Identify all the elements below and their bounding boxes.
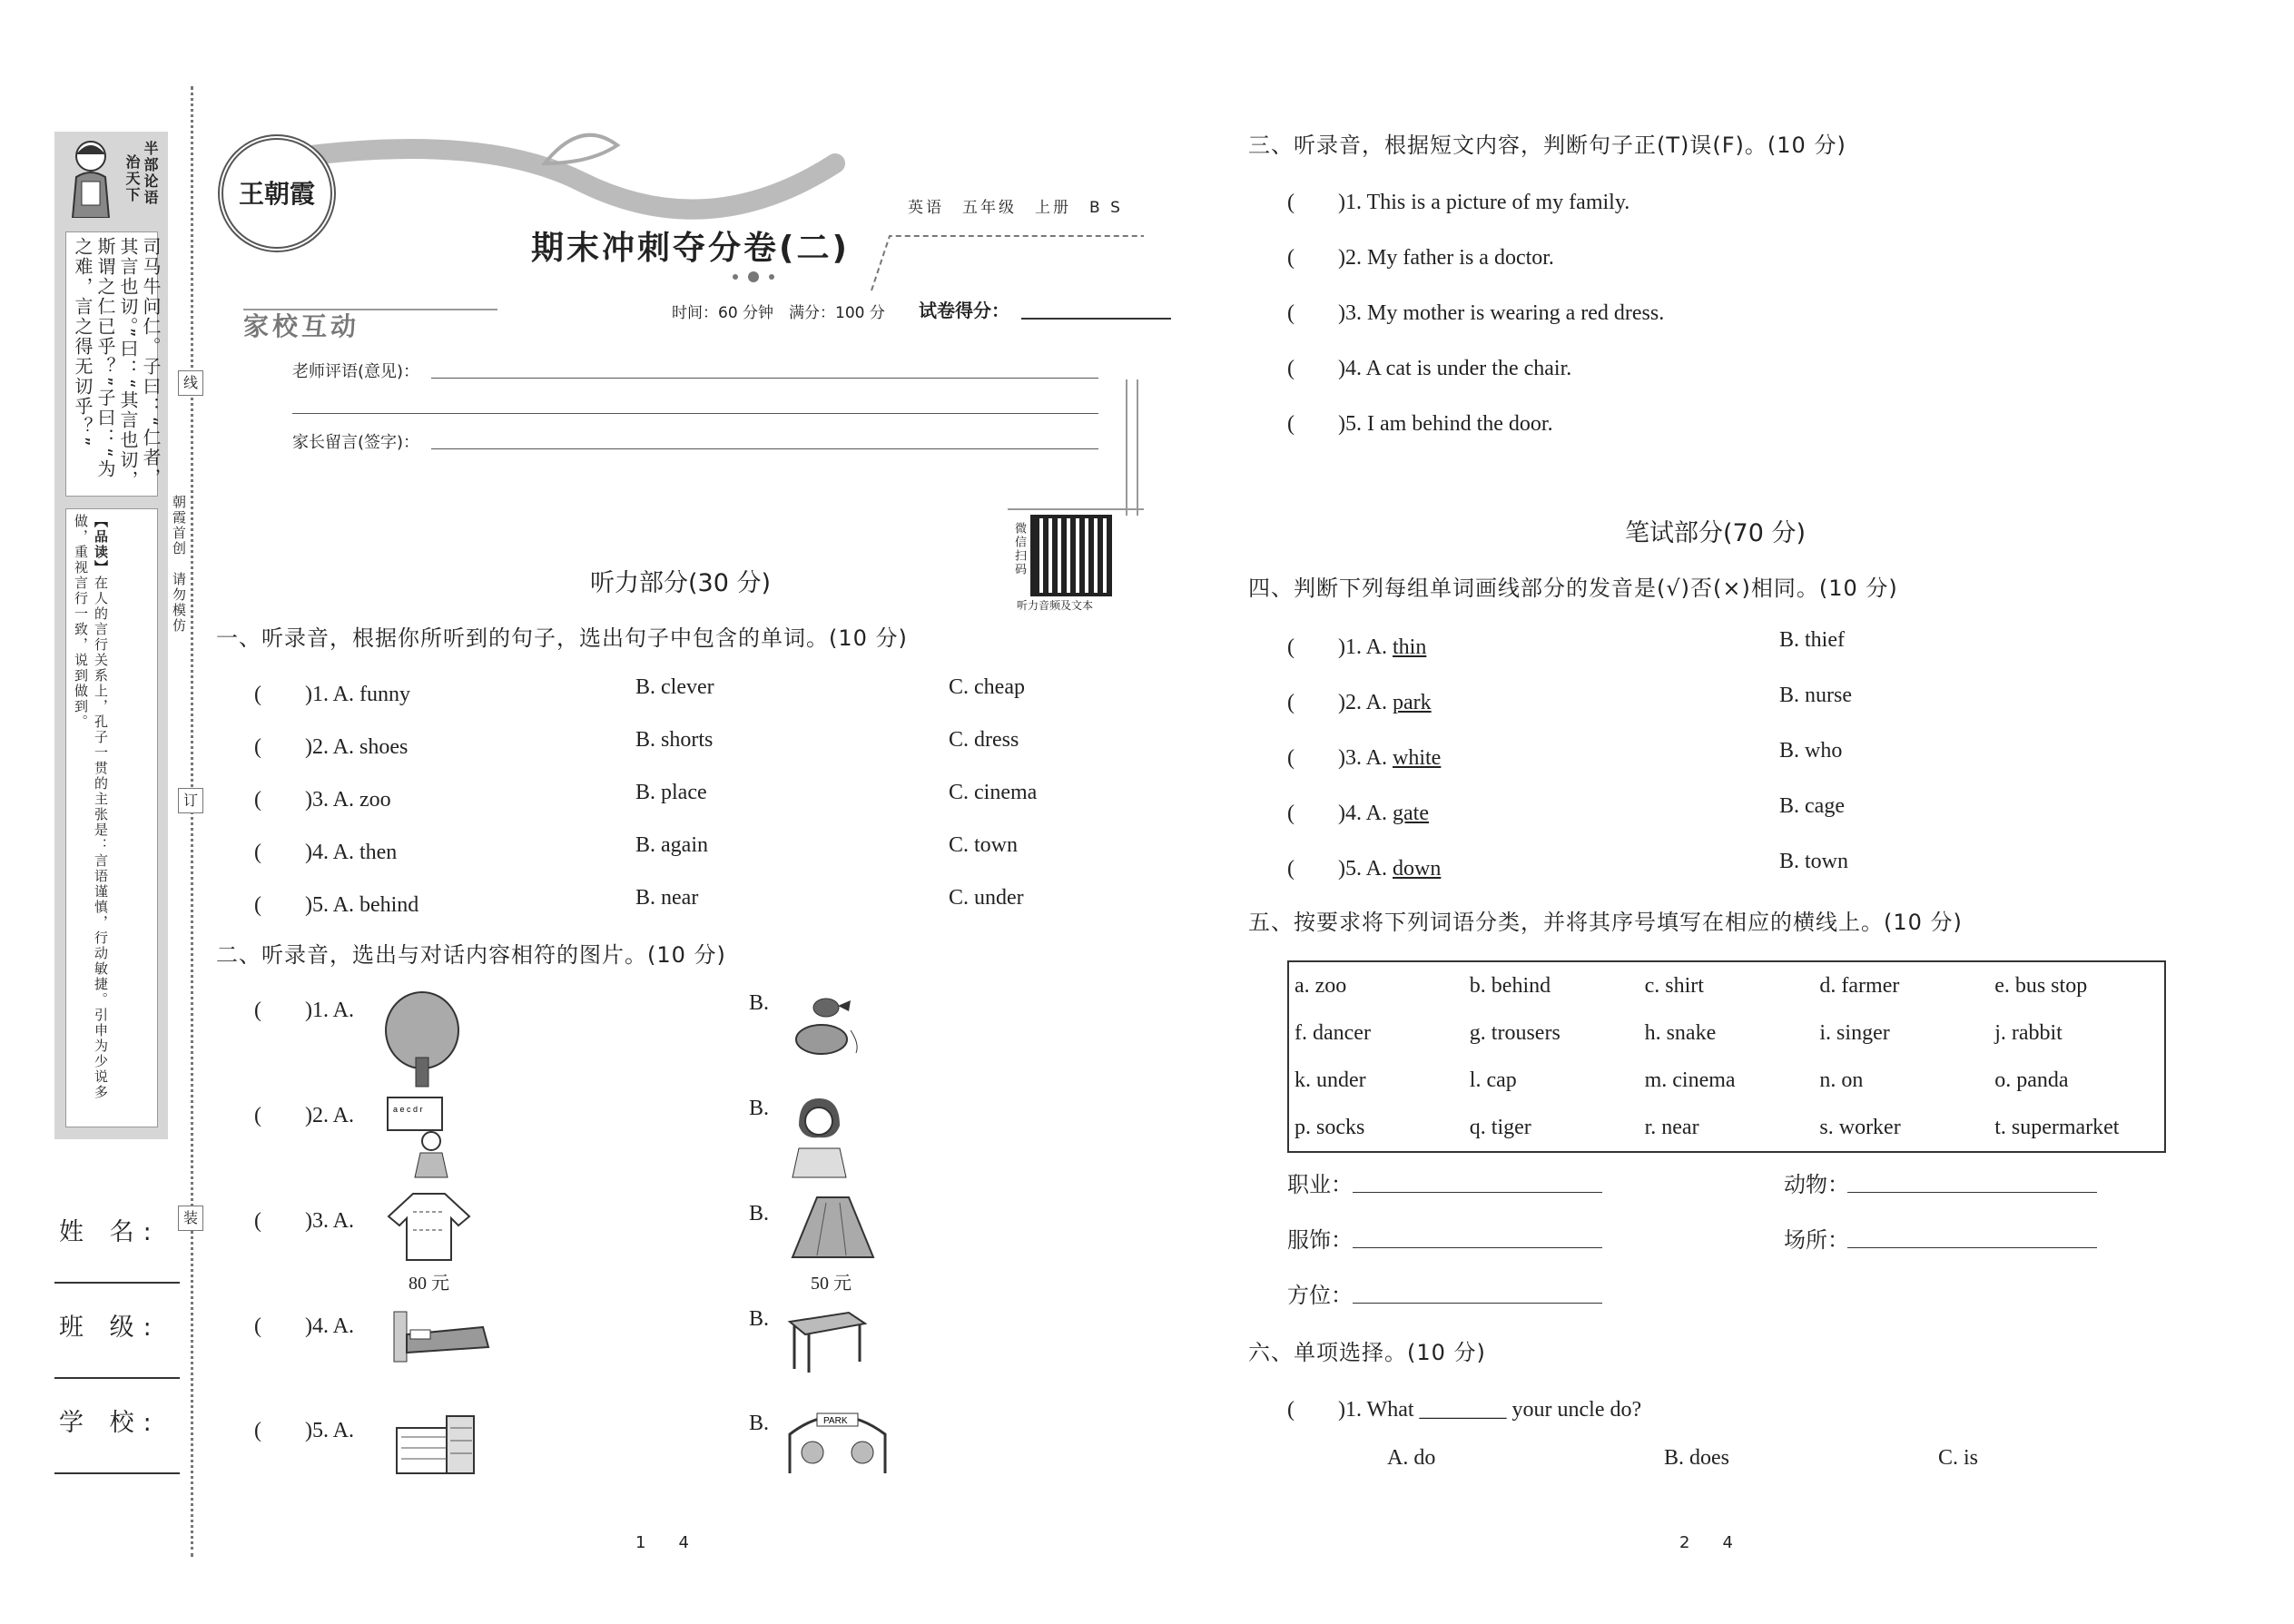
table-image xyxy=(785,1305,867,1377)
s2-q5-b: B. xyxy=(749,1412,770,1435)
page-number-right: 2 4 xyxy=(1679,1533,1733,1552)
table-cell: f. dancer xyxy=(1295,1020,1371,1045)
animal-label: 动物： xyxy=(1784,1172,1849,1197)
s2-q3: ( )3. A. xyxy=(254,1209,354,1233)
s1-q5-b: B. near xyxy=(635,886,699,910)
s3-q1: ( )1. This is a picture of my family. xyxy=(1287,191,1630,214)
word-classification-table xyxy=(1287,960,2166,1153)
subject-tags: 英语 五年级 上册 B S xyxy=(908,199,1123,217)
s1-q3: ( )3. A. zoo xyxy=(254,788,391,812)
margin-figure xyxy=(64,136,118,218)
s2-q4: ( )4. A. xyxy=(254,1314,354,1338)
occupation-field[interactable] xyxy=(1353,1192,1602,1193)
table-cell: r. near xyxy=(1644,1115,1699,1139)
park-gate-image xyxy=(785,1403,890,1479)
s6-q1-option-c: C. is xyxy=(1938,1446,1979,1470)
qr-code[interactable] xyxy=(1030,515,1112,596)
qr-side-text: 微信扫码 xyxy=(1012,522,1026,576)
class-field[interactable] xyxy=(54,1377,180,1379)
s3-q4: ( )4. A cat is under the chair. xyxy=(1287,357,1572,380)
section-3-title: 三、听录音，根据短文内容，判断句子正(T)误(F)。(10 分) xyxy=(1248,133,1846,158)
building-image xyxy=(392,1412,483,1479)
frame-line xyxy=(1008,508,1144,510)
s1-q5-c: C. under xyxy=(949,886,1024,910)
s2-q4-b: B. xyxy=(749,1307,770,1331)
listening-part-title: 听力部分(30 分) xyxy=(590,569,772,597)
s1-q1-c: C. cheap xyxy=(949,675,1025,699)
s3-q3: ( )3. My mother is wearing a red dress. xyxy=(1287,301,1665,325)
s2-q2: ( )2. A. xyxy=(254,1104,354,1127)
occupation-label: 职业： xyxy=(1287,1172,1353,1197)
binding-char: 订 xyxy=(178,788,203,813)
binding-char: 线 xyxy=(178,370,203,396)
table-cell: h. snake xyxy=(1644,1020,1717,1045)
s1-q2-b: B. shorts xyxy=(635,728,714,752)
s4-q3: ( )3. A. white xyxy=(1287,746,1442,770)
table-cell: q. tiger xyxy=(1469,1115,1531,1139)
s4-q4-a-word: gate xyxy=(1393,802,1429,825)
table-cell: s. worker xyxy=(1819,1115,1901,1139)
s1-q5: ( )5. A. behind xyxy=(254,893,419,917)
binding-char: 装 xyxy=(178,1206,203,1231)
score-field[interactable] xyxy=(1021,318,1171,320)
table-cell: j. rabbit xyxy=(1994,1020,2063,1045)
animal-field[interactable] xyxy=(1847,1192,2097,1193)
place-label: 场所： xyxy=(1784,1227,1849,1253)
s4-q1-b: B. thief xyxy=(1779,628,1845,652)
s1-q4-b: B. again xyxy=(635,833,708,857)
section-1-title: 一、听录音，根据你所听到的句子，选出句子中包含的单词。(10 分) xyxy=(216,625,908,651)
quote-text: 司马牛问仁。子曰：“仁者，其言也讱。”曰：“其言也讱，斯谓之仁已乎？”子曰：“为之难，言之得无讱乎？” xyxy=(72,237,162,490)
s1-q4-c: C. town xyxy=(949,833,1019,857)
teacher-comment-label: 老师评语(意见)： xyxy=(292,362,420,381)
table-cell: m. cinema xyxy=(1644,1068,1736,1092)
table-row xyxy=(1288,1009,2165,1057)
s1-q3-c: C. cinema xyxy=(949,781,1038,804)
parent-comment-label: 家长留言(签字)： xyxy=(292,433,420,452)
s4-q1: ( )1. A. thin xyxy=(1287,635,1427,659)
position-label: 方位： xyxy=(1287,1283,1353,1308)
qr-caption: 听力音频及文本 xyxy=(1017,599,1094,612)
parent-comment-field[interactable] xyxy=(431,448,1098,449)
quote-box xyxy=(65,231,162,497)
bird-on-rock-image xyxy=(785,980,867,1061)
svg-text:PARK: PARK xyxy=(823,1416,848,1426)
s3-q5: ( )5. I am behind the door. xyxy=(1287,412,1553,436)
clothing-label: 服饰： xyxy=(1287,1227,1353,1253)
s1-q4: ( )4. A. then xyxy=(254,841,398,864)
table-row xyxy=(1288,961,2165,1009)
section-5-title: 五、按要求将下列词语分类，并将其序号填写在相应的横线上。(10 分) xyxy=(1248,910,1963,935)
table-cell: g. trousers xyxy=(1469,1020,1561,1045)
copyright-note: 朝霞首创 请勿模仿 xyxy=(171,495,187,634)
s4-q5-b: B. town xyxy=(1779,850,1849,873)
section-4-title: 四、判断下列每组单词画线部分的发音是(√)否(×)相同。(10 分) xyxy=(1248,576,1898,601)
sweater-image xyxy=(386,1189,472,1265)
frame-line xyxy=(1137,379,1138,516)
s2-q5: ( )5. A. xyxy=(254,1419,354,1442)
s2-q3-b: B. xyxy=(749,1202,770,1225)
teacher-comment-field-2[interactable] xyxy=(292,413,1098,414)
tree-image xyxy=(381,989,463,1093)
svg-text:a e c d r: a e c d r xyxy=(393,1105,423,1114)
school-label: 学 校: xyxy=(59,1409,161,1437)
s4-q4: ( )4. A. gate xyxy=(1287,802,1429,825)
s4-q5-a-word: down xyxy=(1393,857,1442,881)
table-cell: l. cap xyxy=(1469,1068,1517,1092)
table-cell: b. behind xyxy=(1469,973,1551,998)
time-score-info: 时间：60 分钟 满分：100 分 xyxy=(672,304,885,322)
s1-q1-b: B. clever xyxy=(635,675,714,699)
margin-tag-2: 治天下 xyxy=(123,154,141,203)
table-cell: i. singer xyxy=(1819,1020,1890,1045)
reading-box xyxy=(65,508,158,1127)
name-field[interactable] xyxy=(54,1282,180,1284)
paper-title: 期末冲刺夺分卷(二) xyxy=(531,230,850,267)
s2-q2-b: B. xyxy=(749,1097,770,1120)
class-label: 班 级: xyxy=(59,1314,161,1342)
s4-q2: ( )2. A. park xyxy=(1287,691,1432,714)
table-cell: d. farmer xyxy=(1819,973,1900,998)
table-cell: o. panda xyxy=(1994,1068,2069,1092)
name-label: 姓 名: xyxy=(59,1218,161,1246)
table-row xyxy=(1288,1104,2165,1152)
bed-image xyxy=(392,1307,492,1370)
s2-q1: ( )1. A. xyxy=(254,999,354,1022)
s2-q1-b: B. xyxy=(749,991,770,1015)
binding-line xyxy=(191,86,193,1557)
clothing-field[interactable] xyxy=(1353,1247,1602,1248)
place-field[interactable] xyxy=(1847,1247,2097,1248)
table-cell: a. zoo xyxy=(1295,973,1347,998)
s4-q3-b: B. who xyxy=(1779,739,1843,763)
section-6-title: 六、单项选择。(10 分) xyxy=(1248,1340,1486,1365)
writing-part-title: 笔试部分(70 分) xyxy=(1625,519,1807,547)
s1-q3-b: B. place xyxy=(635,781,707,804)
skirt-image xyxy=(790,1194,876,1263)
woman-portrait-image xyxy=(785,1094,853,1184)
margin-tag: 半部论语 xyxy=(142,141,159,206)
teacher-comment-field[interactable] xyxy=(431,378,1098,379)
table-cell: c. shirt xyxy=(1644,973,1704,998)
s4-q4-b: B. cage xyxy=(1779,794,1845,818)
s4-q2-b: B. nurse xyxy=(1779,684,1852,707)
position-field[interactable] xyxy=(1353,1303,1602,1304)
table-cell: k. under xyxy=(1295,1068,1366,1092)
s4-q3-a-word: white xyxy=(1393,746,1442,770)
reading-text: 在人的言行关系上，孔子一贯的主张是：言语谨慎，行动敏捷。引申为少说多做，重视言行一致，说到做到。 xyxy=(73,514,109,1100)
s6-q1-option-a: A. do xyxy=(1387,1446,1436,1470)
table-cell: n. on xyxy=(1819,1068,1864,1092)
s4-q1-a-word: thin xyxy=(1393,635,1427,659)
s3-q2: ( )2. My father is a doctor. xyxy=(1287,246,1554,270)
s6-q1: ( )1. What ________ your uncle do? xyxy=(1287,1398,1642,1422)
page-number-left: 1 4 xyxy=(635,1533,689,1552)
s1-q1: ( )1. A. funny xyxy=(254,683,410,706)
table-row xyxy=(1288,1057,2165,1104)
score-label: 试卷得分： xyxy=(919,300,1009,321)
s4-q2-a-word: park xyxy=(1393,691,1432,714)
table-cell: e. bus stop xyxy=(1994,973,2088,998)
frame-line xyxy=(1126,379,1127,516)
divider xyxy=(243,309,497,310)
s1-q2-c: C. dress xyxy=(949,728,1019,752)
teacher-at-blackboard-image xyxy=(386,1094,454,1184)
skirt-price: 50 元 xyxy=(811,1274,852,1294)
s4-q5: ( )5. A. down xyxy=(1287,857,1442,881)
table-cell: p. socks xyxy=(1295,1115,1365,1139)
school-field[interactable] xyxy=(54,1472,180,1474)
s1-q2: ( )2. A. shoes xyxy=(254,735,409,759)
home-school-label: 家校互动 xyxy=(243,311,360,341)
sweater-price: 80 元 xyxy=(409,1274,449,1294)
section-2-title: 二、听录音，选出与对话内容相符的图片。(10 分) xyxy=(216,942,726,968)
publisher-logo: 王朝霞 xyxy=(218,134,336,252)
reading-label: 【品读】 xyxy=(93,514,109,576)
table-cell: t. supermarket xyxy=(1994,1115,2120,1139)
s6-q1-option-b: B. does xyxy=(1664,1446,1729,1470)
